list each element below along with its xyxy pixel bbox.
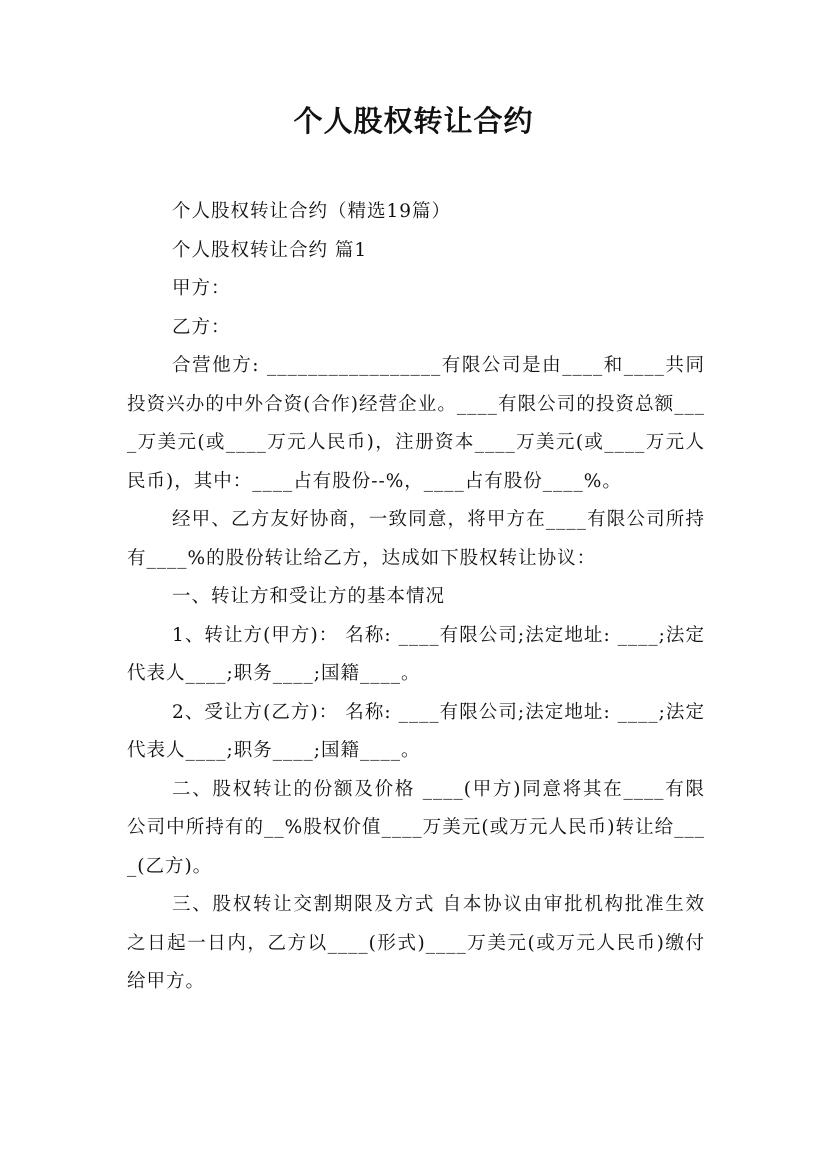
- section-heading: 个人股权转让合约 篇1: [172, 239, 368, 261]
- transferee-info: 2、受让方(乙方)： 名称: ____有限公司;法定地址: ____;法定代表人____;职务____;国籍____。: [127, 701, 705, 761]
- joint-venture-paragraph: 合营他方: _________________有限公司是由____和____共同投资兴办的中外合资(合作)经营企业。____有限公司的投资总额____万美元(或____万元人民币)，注册资本____万美元(或____万元人民币)，其中：____占有股份--%，____占有股份____%。: [127, 355, 705, 492]
- document-body: [127, 193, 705, 1002]
- clause-2-paragraph: 二、股权转让的份额及价格 ____(甲方)同意将其在____有限公司中所持有的__%股权价值____万美元(或万元人民币)转让给____(乙方)。: [127, 778, 705, 877]
- agreement-paragraph: 经甲、乙方友好协商，一致同意，将甲方在____有限公司所持有____%的股份转让给乙方，达成如下股权转让协议：: [127, 509, 705, 569]
- clause-3-paragraph: 三、股权转让交割期限及方式 自本协议由审批机构批准生效之日起一日内，乙方以____(形式)____万美元(或万元人民币)缴付给甲方。: [127, 894, 705, 992]
- clause-1-heading: 一、转让方和受让方的基本情况: [172, 586, 446, 607]
- subtitle-paragraph: 个人股权转让合约（精选19篇）: [172, 201, 452, 222]
- party-b-line: 乙方：: [172, 316, 231, 338]
- transferor-info: 1、转让方(甲方)： 名称: ____有限公司;法定地址: ____;法定代表人____;职务____;国籍____。: [127, 624, 705, 684]
- party-a-line: 甲方：: [172, 278, 231, 299]
- document-title: 个人股权转让合约: [293, 104, 534, 138]
